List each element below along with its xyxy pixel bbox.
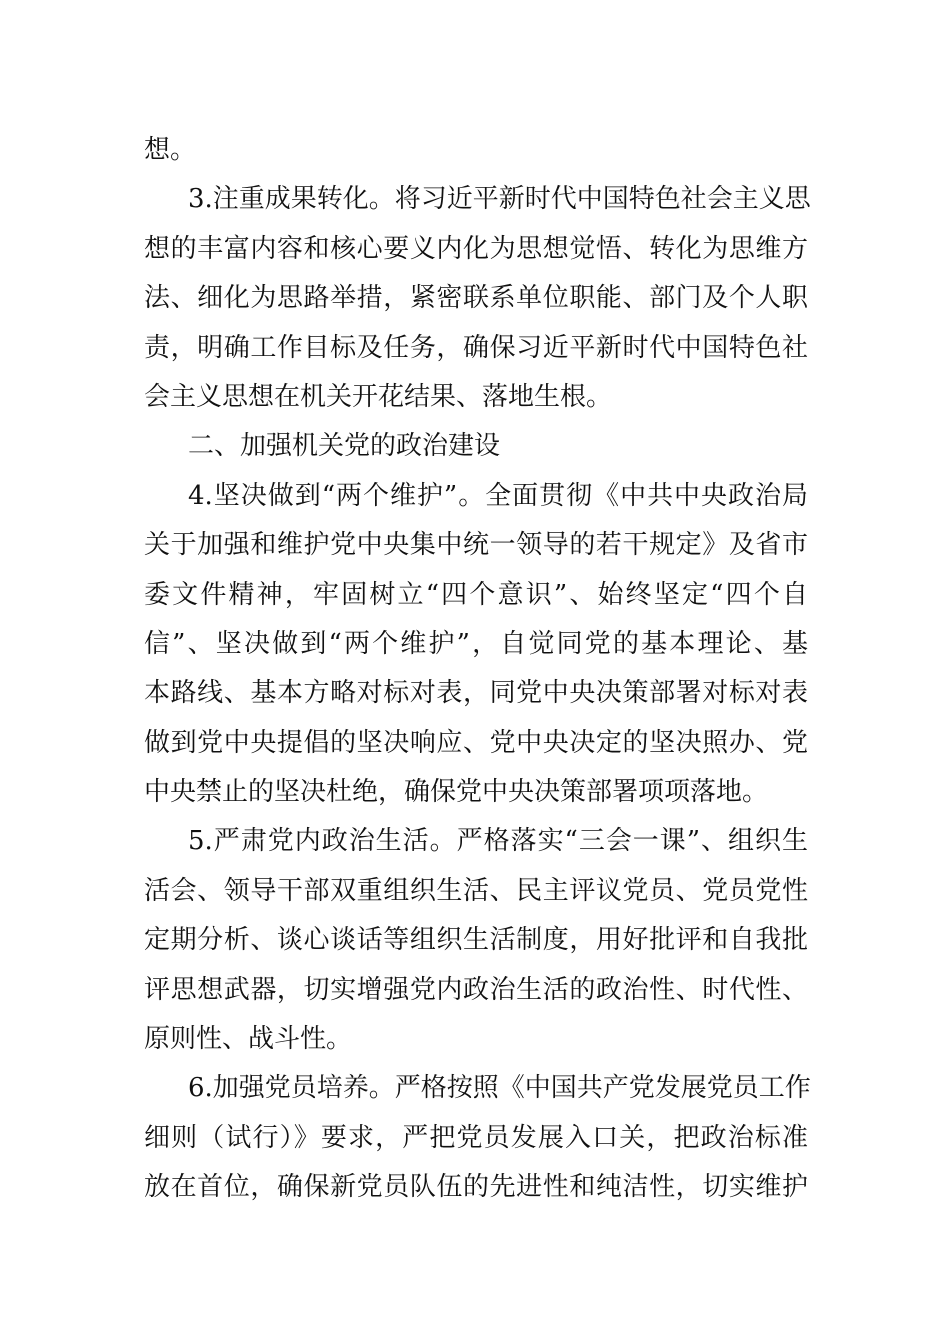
text-line: 做到党中央提倡的坚决响应、党中央决定的坚决照办、党 [144,727,808,758]
text-line: 细则（试行）》要求，严把党员发展入口关，把政治标准 [144,1122,808,1153]
text-line: 关于加强和维护党中央集中统一领导的若干规定》及省市 [144,530,808,561]
text-line: 原则性、战斗性。 [144,1024,353,1055]
text-line: 想。 [144,135,197,165]
text-line: 本路线、基本方略对标对表，同党中央决策部署对标对表 [144,678,808,709]
text-line: 二、加强机关党的政治建设 [188,431,501,462]
text-line: 定期分析、谈心谈话等组织生活制度，用好批评和自我批 [144,925,808,956]
text-line: 想的丰富内容和核心要义内化为思想觉悟、转化为思维方 [144,233,808,264]
text-line: 3.注重成果转化。将习近平新时代中国特色社会主义思 [188,184,811,215]
text-line: 4.坚决做到“两个维护”。全面贯彻《中共中央政治局 [188,480,808,511]
text-line: 法、细化为思路举措，紧密联系单位职能、部门及个人职 [144,283,808,314]
text-line: 5.严肃党内政治生活。严格落实“三会一课”、组织生 [188,826,808,857]
text-line: 委文件精神，牢固树立“四个意识”、始终坚定“四个自 [144,579,808,610]
text-line: 责，明确工作目标及任务，确保习近平新时代中国特色社 [144,332,808,363]
text-line: 会主义思想在机关开花结果、落地生根。 [144,381,613,412]
text-line: 评思想武器，切实增强党内政治生活的政治性、时代性、 [144,974,808,1005]
text-line: 活会、领导干部双重组织生活、民主评议党员、党员党性 [144,875,808,906]
text-line: 中央禁止的坚决杜绝，确保党中央决策部署项项落地。 [144,777,769,808]
text-line: 6.加强党员培养。严格按照《中国共产党发展党员工作 [188,1073,811,1104]
text-line: 放在首位，确保新党员队伍的先进性和纯洁性，切实维护 [144,1172,808,1203]
text-line: 信”、坚决做到“两个维护”，自觉同党的基本理论、基 [144,628,808,659]
document-body [144,126,811,1213]
